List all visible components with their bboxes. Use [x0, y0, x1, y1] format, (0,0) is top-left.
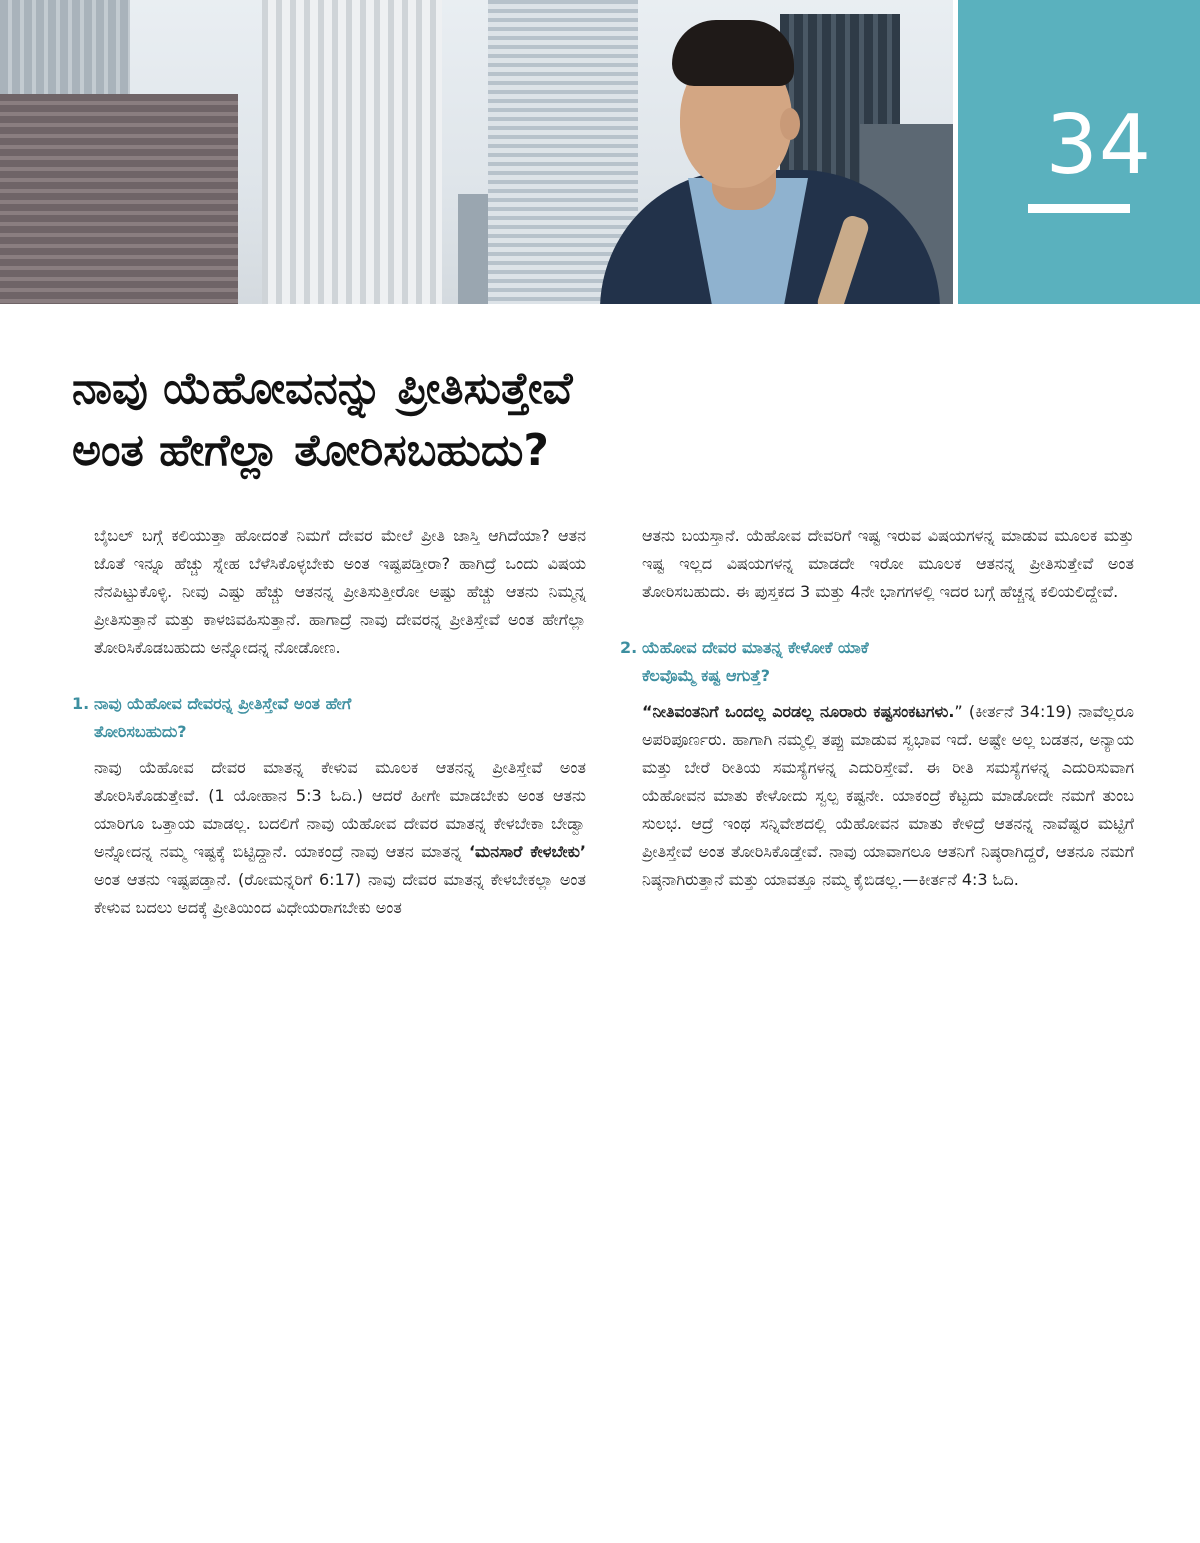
body-text: ನಾವು ಯೆಹೋವ ದೇವರ ಮಾತನ್ನ ಕೇಳುವ ಮೂಲಕ ಆತನನ್ನ ಪ್ರೀತಿಸ್ತೇವೆ ಅಂತ ತೋರಿಸಿಕೊಡುತ್ತೇವೆ. (1 ಯೋಹಾನ 5:3 ಓದಿ.) ಆದರೆ ಹೀಗೇ ಮಾಡಬೇಕು ಅಂತ ಆತನು ಯಾರಿಗೂ ಒತ್ತಾಯ ಮಾಡಲ್ಲ. ಬದಲಿಗೆ ನಾವು ಯೆಹೋವ ದೇವರ ಮಾತನ್ನ ಕೇಳಬೇಕಾ ಬೇಡ್ವಾ ಅನ್ನೋದನ್ನ ನಮ್ಮ ಇಷ್ಟಕ್ಕೆ ಬಿಟ್ಟಿದ್ದಾನೆ. ಯಾಕಂದ್ರೆ ನಾವು ಆತನ ಮಾತನ್ನ [94, 758, 586, 861]
chapter-number: 34 [1045, 98, 1152, 193]
person-ear [780, 108, 800, 140]
section-heading-1 [72, 690, 586, 746]
section-heading-line: ತೋರಿಸಬಹುದು? [94, 722, 187, 741]
page-title-line: ಅಂತ ಹೇಗೆಲ್ಲಾ ತೋರಿಸಬಹುದು? [72, 425, 549, 476]
person-hair [672, 20, 794, 86]
page-title-line: ನಾವು ಯೆಹೋವನನ್ನು ಪ್ರೀತಿಸುತ್ತೇವೆ [72, 363, 573, 414]
background-building [262, 0, 442, 304]
quote-close-mark: ” [954, 702, 963, 721]
left-column [72, 522, 586, 922]
section-1-body [94, 754, 586, 922]
section-number: 2. [620, 638, 638, 657]
section-heading-line: ಯೆಹೋವ ದೇವರ ಮಾತನ್ನ ಕೇಳೋಕೆ ಯಾಕೆ [642, 638, 869, 657]
body-text: (ಕೀರ್ತನೆ 34:19) ನಾವೆಲ್ಲರೂ ಅಪರಿಪೂರ್ಣರು. ಹಾಗಾಗಿ ನಮ್ಮಲ್ಲಿ ತಪ್ಪು ಮಾಡುವ ಸ್ವಭಾವ ಇದೆ. ಅಷ್ಟೇ ಅಲ್ಲ ಬಡತನ, ಅನ್ಯಾಯ ಮತ್ತು ಬೇರೆ ರೀತಿಯ ಸಮಸ್ಯೆಗಳನ್ನ ಎದುರಿಸ್ತೇವೆ. ಈ ರೀತಿ ಸಮಸ್ಯೆಗಳನ್ನ ಎದುರಿಸುವಾಗ ಯೆಹೋವನ ಮಾತು ಕೇಳೋದು ಸ್ವಲ್ಪ ಕಷ್ಟನೇ. ಯಾಕಂದ್ರೆ ಕೆಟ್ಟದು ಮಾಡೋದೇ ನಮಗೆ ತುಂಬ ಸುಲಭ. ಆದ್ರೆ ಇಂಥ ಸನ್ನಿವೇಶದಲ್ಲಿ ಯೆಹೋವನ ಮಾತು ಕೇಳಿದ್ರೆ ಆತನನ್ನ ನಾವೆಷ್ಟರ ಮಟ್ಟಿಗೆ ಪ್ರೀತಿಸ್ತೇವೆ ಅಂತ ತೋರಿಸಿಕೊಡ್ತೇವೆ. ನಾವು ಯಾವಾಗಲೂ ಆತನಿಗೆ ನಿಷ್ಠರಾಗಿದ್ದರೆ, ಆತನೂ ನಮಗೆ ನಿಷ್ಠನಾಗಿರುತ್ತಾನೆ ಮತ್ತು ಯಾವತ್ತೂ ನಮ್ಮ ಕೈಬಿಡಲ್ಲ.—ಕೀರ್ತನೆ 4:3 ಓದಿ. [642, 702, 1134, 889]
background-building [0, 0, 130, 100]
hero-photo [0, 0, 953, 304]
chapter-badge [958, 0, 1200, 304]
scripture-quote: “ನೀತಿವಂತನಿಗೆ ಒಂದಲ್ಲ ಎರಡಲ್ಲ ನೂರಾರು ಕಷ್ಟಸಂಕಟಗಳು. [642, 702, 955, 721]
chapter-underline [1028, 204, 1130, 213]
section-1-body-continued: ಆತನು ಬಯಸ್ತಾನೆ. ಯೆಹೋವ ದೇವರಿಗೆ ಇಷ್ಟ ಇರುವ ವಿಷಯಗಳನ್ನ ಮಾಡುವ ಮೂಲಕ ಮತ್ತು ಇಷ್ಟ ಇಲ್ಲದ ವಿಷಯಗಳನ್ನ ಮಾಡದೇ ಇರೋ ಮೂಲಕ ಆತನನ್ನ ಪ್ರೀತಿಸುತ್ತೇವೆ ಅಂತ ತೋರಿಸಬಹುದು. ಈ ಪುಸ್ತಕದ 3 ಮತ್ತು 4ನೇ ಭಾಗಗಳಲ್ಲಿ ಇದರ ಬಗ್ಗೆ ಹೆಚ್ಚನ್ನ ಕಲಿಯಲಿದ್ದೇವೆ. [642, 526, 1134, 601]
section-2-body [642, 698, 1134, 894]
page-title [72, 358, 1132, 482]
body-text: ಅಂತ ಆತನು ಇಷ್ಟಪಡ್ತಾನೆ. (ರೋಮನ್ನರಿಗೆ 6:17) ನಾವು ದೇವರ ಮಾತನ್ನ ಕೇಳಬೇಕಲ್ಲಾ ಅಂತ ಕೇಳುವ ಬದಲು ಅದಕ್ಕೆ ಪ್ರೀತಿಯಿಂದ ವಿಧೇಯರಾಗಬೇಕು ಅಂತ [94, 870, 586, 917]
section-heading-2 [620, 634, 1134, 690]
section-heading-line: ಕೆಲವೊಮ್ಮೆ ಕಷ್ಟ ಆಗುತ್ತೆ? [642, 666, 771, 685]
right-column [620, 522, 1134, 894]
section-heading-line: ನಾವು ಯೆಹೋವ ದೇವರನ್ನ ಪ್ರೀತಿಸ್ತೇವೆ ಅಂತ ಹೇಗೆ [94, 694, 352, 713]
emphasis-text: ‘ಮನಸಾರೆ ಕೇಳಬೇಕು’ [468, 842, 586, 861]
background-building [0, 94, 238, 304]
section-number: 1. [72, 694, 90, 713]
intro-paragraph: ಬೈಬಲ್ ಬಗ್ಗೆ ಕಲಿಯುತ್ತಾ ಹೋದಂತೆ ನಿಮಗೆ ದೇವರ ಮೇಲೆ ಪ್ರೀತಿ ಜಾಸ್ತಿ ಆಗಿದೆಯಾ? ಆತನ ಜೊತೆ ಇನ್ನೂ ಹೆಚ್ಚು ಸ್ನೇಹ ಬೆಳೆಸಿಕೊಳ್ಳಬೇಕು ಅಂತ ಇಷ್ಟಪಡ್ತೀರಾ? ಹಾಗಿದ್ರೆ ಒಂದು ವಿಷಯ ನೆನಪಿಟ್ಟುಕೊಳ್ಳಿ. ನೀವು ಎಷ್ಟು ಹೆಚ್ಚು ಆತನನ್ನ ಪ್ರೀತಿಸುತ್ತೀರೋ ಅಷ್ಟು ಹೆಚ್ಚು ಆತನು ನಿಮ್ಮನ್ನ ಪ್ರೀತಿಸುತ್ತಾನೆ ಮತ್ತು ಕಾಳಜಿವಹಿಸುತ್ತಾನೆ. ಹಾಗಾದ್ರೆ ನಾವು ದೇವರನ್ನ ಪ್ರೀತಿಸ್ತೇವೆ ಅಂತ ಹೇಗೆಲ್ಲಾ ತೋರಿಸಿಕೊಡಬಹುದು ಅನ್ನೋದನ್ನ ನೋಡೋಣ. [94, 526, 586, 657]
